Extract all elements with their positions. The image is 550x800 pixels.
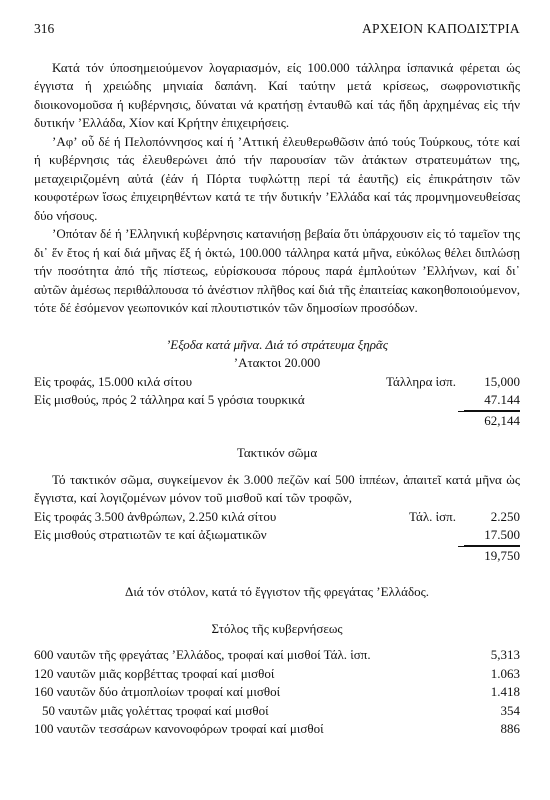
regular-food-row xyxy=(34,508,520,527)
irregulars-pay-row xyxy=(34,391,520,411)
regular-corps-text: Τό τακτικόν σῶμα, συγκείμενον ἐκ 3.000 πεζῶν καί 500 ἱππέων, ἀπαιτεῖ κατά μῆνα ὡς ἔγγιστα, καί λογιζομένων μόνον τοῦ μισθοῦ καί τῶν τροφῶν, xyxy=(34,471,520,505)
row-label: 50 ναυτῶν μιᾶς γολέττας τροφαί καί μισθοί xyxy=(42,702,269,718)
row-label: Εἰς μισθούς στρατιωτῶν τε καί ἀξιωματικῶν xyxy=(34,527,267,542)
row-label: Εἰς τροφάς, 15.000 κιλά σίτου xyxy=(34,373,193,389)
row-amount: 1.418 xyxy=(490,684,520,699)
row-label: 600 ναυτῶν τῆς φρεγάτας ʼΕλλάδος, τροφαί καί μισθοί Τάλ. ἱσπ. xyxy=(34,647,371,662)
total-amount: 19,750 xyxy=(458,546,520,566)
row-amount: 17.500 xyxy=(464,526,520,546)
row-label: Εἰς τροφάς 3.500 ἀνθρώπων, 2.250 κιλά σίτου xyxy=(34,508,277,524)
table-row xyxy=(34,665,520,684)
row-unit: Τάλ. ἱσπ. xyxy=(409,508,456,524)
irregulars-food-row xyxy=(34,373,520,392)
table-row xyxy=(34,702,520,721)
regular-corps-heading: Τακτικόν σῶμα xyxy=(236,445,318,460)
paragraph-2: ʼΑφʼ οὗ δέ ή Πελοπόννησος καί ή ʼΑττική ἐλευθερωθῶσιν ἀπό τούς Τούρκους, τότε καί ή κυβέρνησις τάς ἐλευθερώνει ἀπό τήν παρουσίαν τῶν ἀτάκτων στρατευμάτων της, μεταχειριζομένη αὐτά (ἐάν ή Πόρτα τυφλώττῃ περί τά ἑαυτῆς) εἰς ἐπικράτησιν τῶν κουφοτέρων ἴσως ἐπιχειρηθέντων κατά τε τήν δυτικήν ʼΕλλάδα καί τάς προμνημονευθείσας δύο νήσους. xyxy=(34,133,520,223)
row-amount: 47.144 xyxy=(464,391,520,411)
row-label: Εἰς μισθούς, πρός 2 τάλληρα καί 5 γρόσια τουρκικά xyxy=(34,392,305,407)
paragraph-3: ʼΟπόταν δέ ή ʼΕλληνική κυβέρνησις κατανιήσῃ βεβαία ὅτι ὑπάρχουσιν εἰς τό ταμεῖον της δι᾽ ἕν ἔτος ή καί διά μῆνας ἕξ ή ὀκτώ, 100.000 τάλληρα κατά μῆνα, εὐκόλως θέλει διπλώσῃ τήν ποσότητα ἀπό τῆς πίστεως, εὑρίσκουσα πόρους παρά ἐμπλούτων ʼΕλλήνων, καί δι᾽ αὐτῶν ἀμέσως περιθάλπουσα τό ἀνέστιον πλῆθος καί διά τῆς ἐπαιτείας κακοηθοποιούμενον, τότε δέ ἐσόμενον γεωπονικόν καί πλουτιστικόν τῶν δημοσίων προσόδων. xyxy=(34,226,520,315)
regular-total xyxy=(34,546,520,566)
row-amount: 2.250 xyxy=(490,508,520,524)
page-number: 316 xyxy=(34,21,55,36)
row-label: 160 ναυτῶν δύο ἀτμοπλοίων τροφαί καί μισθοί xyxy=(34,684,281,699)
table-row xyxy=(34,646,520,665)
table-row xyxy=(34,683,520,702)
fleet-heading: Στόλος τῆς κυβερνήσεως xyxy=(211,620,343,636)
row-amount: 886 xyxy=(500,721,520,736)
regular-pay-row xyxy=(34,526,520,546)
row-amount: 5,313 xyxy=(490,647,520,662)
navy-intro: Διά τόν στόλον, κατά τό ἔγγιστον τῆς φρεγάτας ʼΕλλάδος. xyxy=(124,584,430,599)
row-label: 100 ναυτῶν τεσσάρων κανονοφόρων τροφαί καί μισθοί xyxy=(34,721,324,736)
table-row xyxy=(34,720,520,739)
row-amount: 15,000 xyxy=(484,373,520,389)
irregulars-heading: ʼΑτακτοι 20.000 xyxy=(233,355,321,370)
total-amount: 62,144 xyxy=(458,411,520,431)
irregulars-total xyxy=(34,411,520,431)
page-header xyxy=(34,20,520,39)
row-amount: 354 xyxy=(500,702,520,718)
row-amount: 1.063 xyxy=(490,665,520,681)
row-label: 120 ναυτῶν μιᾶς κορβέττας τροφαί καί μισθοί xyxy=(34,665,275,681)
fleet-table xyxy=(34,646,520,739)
paragraph-1: Κατά τόν ύποσημειούμενον λογαριασμόν, είς 100.000 τάλληρα ίσπανικά φέρεται ώς έγγιστα ή χρειώδης μηνιαία δαπάνη. Καί ταύτην μετά κρίσεως, σωφρονιστικῆς διοικονομοῦσα ή κυβέρνησις, δύναται νά κρατήσῃ ἐνταυθῶ καί τάς ἤδη ἀρχημένας εἰς τήν δυτικήν ʼΕλλάδα, Χίον καί Κρήτην ἐπιχειρήσεις. xyxy=(34,59,520,130)
row-unit: Τάλληρα ἱσπ. xyxy=(385,373,456,389)
army-expenses-heading: ʼΕξοδα κατά μῆνα. Διά τό στράτευμα ξηρᾶς xyxy=(165,336,389,352)
running-title: ΑΡΧΕΙΟΝ ΚΑΠΟΔΙΣΤΡΙΑ xyxy=(361,21,520,36)
